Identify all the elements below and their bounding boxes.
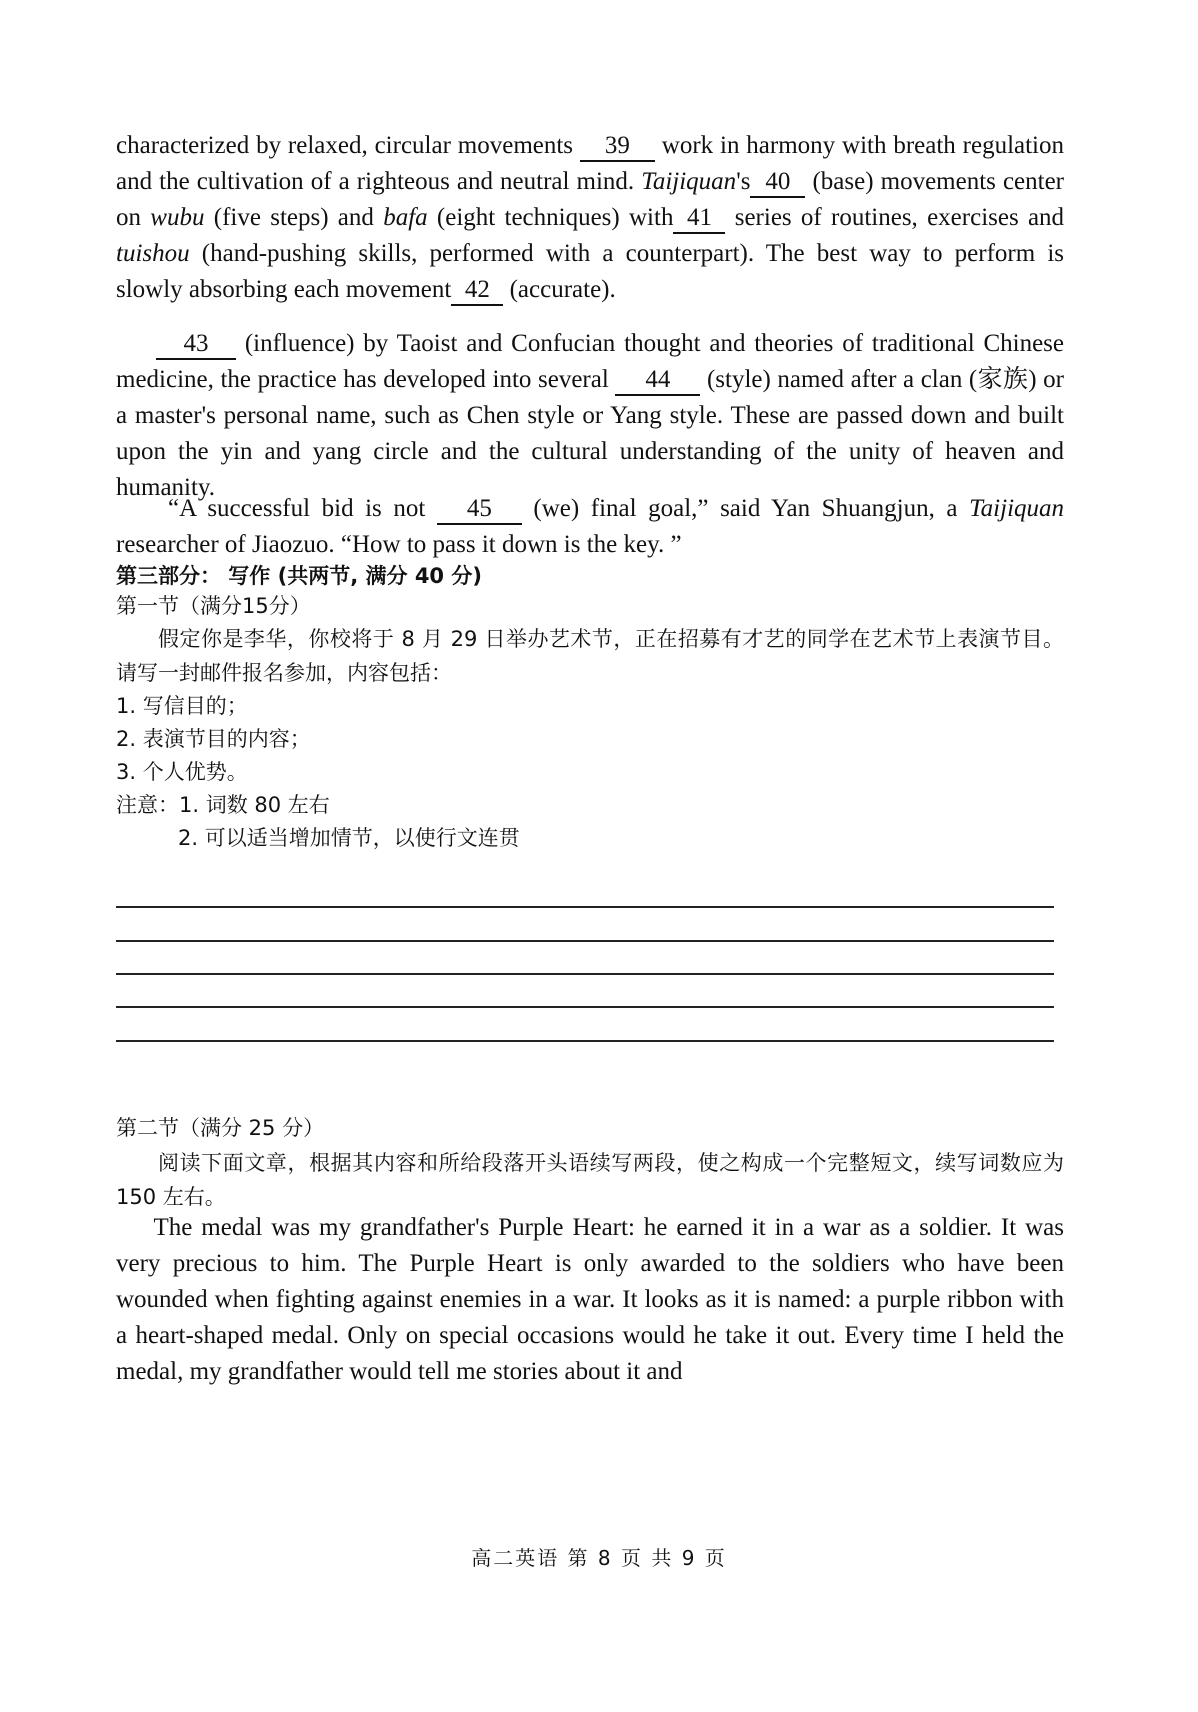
passage-text: (we) final goal,” said Yan Shuangjun, a (533, 495, 958, 522)
part-three-title: 第三部分： 写作 (共两节, 满分 40 分) (116, 564, 482, 588)
note-line-1: 注意：1. 词数 80 左右 (116, 793, 330, 817)
passage-italic-term: bafa (383, 204, 428, 231)
passage-paragraph-2 (116, 326, 1064, 506)
passage-text: (base) movements center on (116, 168, 1064, 231)
requirement-item-3: 3. 个人优势。 (116, 760, 248, 784)
passage-text: 's (736, 168, 751, 195)
passage-text: (influence) by Taoist and Confucian thought and theories of traditional Chinese medicine, the practice has developed into several (116, 330, 1065, 393)
section-two-title: 第二节（满分 25 分） (116, 1116, 325, 1140)
passage-text: researcher of Jiaozuo. “How to pass it down is the key. ” (116, 531, 682, 558)
passage-italic-term: Taijiquan (969, 495, 1065, 522)
requirement-item-1: 1. 写信目的； (116, 694, 248, 718)
answer-line[interactable] (116, 973, 1054, 975)
blank-45: 45 (437, 495, 522, 525)
section-two-prompt: 阅读下面文章，根据其内容和所给段落开头语续写两段，使之构成一个完整短文，续写词数应为 150 左右。 (116, 1151, 1064, 1209)
passage-paragraph-3 (116, 491, 1064, 563)
blank-43: 43 (156, 330, 236, 360)
passage-text: (accurate). (509, 276, 616, 303)
requirement-item-2: 2. 表演节目的内容； (116, 727, 311, 751)
section-one-prompt: 假定你是李华，你校将于 8 月 29 日举办艺术节，正在招募有才艺的同学在艺术节上表演节目。请写一封邮件报名参加，内容包括： (116, 627, 1064, 685)
passage-paragraph-1 (116, 128, 1064, 308)
blank-42: 42 (451, 276, 503, 306)
answer-line[interactable] (116, 1006, 1054, 1008)
blank-40: 40 (750, 168, 805, 198)
passage-italic-term: tuishou (116, 240, 190, 267)
passage-italic-term: Taijiquan (641, 168, 737, 195)
passage-text: (style) named after a clan (家族) or a master's personal name, such as Chen style or Yang style. These are passed down and built upon the yin and yang circle and the cultural understanding of the unity of heaven and humanity. (116, 366, 1065, 501)
blank-39: 39 (580, 132, 655, 162)
passage-italic-term: wubu (150, 204, 205, 231)
passage-text: “A successful bid is not (168, 495, 426, 522)
blank-41: 41 (673, 204, 725, 234)
page-footer: 高二英语 第 8 页 共 9 页 (471, 1546, 727, 1570)
passage-text: characterized by relaxed, circular movements (116, 132, 574, 159)
passage-text: (five steps) and (213, 204, 374, 231)
note-line-2: 2. 可以适当增加情节，以使行文连贯 (178, 826, 520, 850)
passage-text: work in harmony with breath regulation and the cultivation of a righteous and neutral mind. (116, 132, 1064, 195)
blank-44: 44 (615, 366, 700, 396)
section-one-title: 第一节（满分15分） (116, 594, 311, 618)
answer-line[interactable] (116, 906, 1054, 908)
answer-line[interactable] (116, 940, 1054, 942)
passage-text: (hand-pushing skills, performed with a counterpart). The best way to perform is slowly absorbing each movement (116, 240, 1064, 303)
story-paragraph: The medal was my grandfather's Purple Heart: he earned it in a war as a soldier. It was very precious to him. The Purple Heart is only awarded to the soldiers who have been wounded when fighting against enemies in a war. It looks as it is named: a purple ribbon with a heart-shaped medal. Only on special occasions would he take it out. Every time I held the medal, my grandfather would tell me stories about it and (116, 1214, 1064, 1385)
answer-line[interactable] (116, 1040, 1054, 1042)
passage-text: (eight techniques) with (436, 204, 674, 231)
passage-text: series of routines, exercises and (734, 204, 1065, 231)
